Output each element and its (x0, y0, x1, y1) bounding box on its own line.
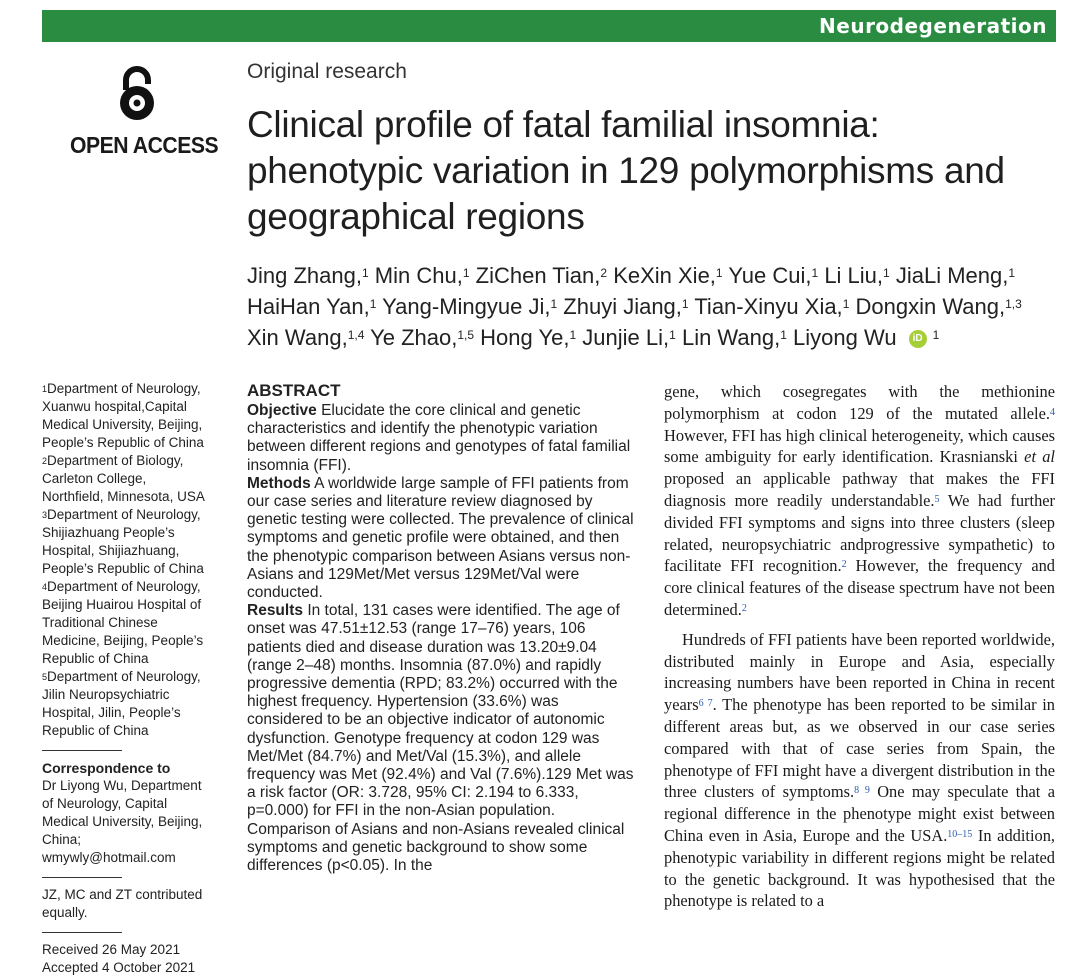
author-name: Zhuyi Jiang, (563, 294, 682, 319)
author-affiliation-marker: 1 (462, 266, 470, 280)
affiliation (42, 506, 207, 578)
author-name: Yue Cui, (728, 263, 812, 288)
affiliation-text: Department of Neurology, Beijing Huairou Hospital of Traditional Chinese Medicine, Beijing, People’s Republic of China (42, 579, 204, 666)
received-date: Received 26 May 2021 (42, 942, 181, 957)
author-affiliation-marker: 1 (361, 266, 369, 280)
author-name: Min Chu, (374, 263, 463, 288)
open-access-icon (108, 66, 166, 124)
author-name: JiaLi Meng, (895, 263, 1009, 288)
affiliation (42, 452, 207, 506)
results-text: In total, 131 cases were identified. The age of onset was 47.51±12.53 (range 17–76) years, 106 patients died and disease duration was 13.20±9.04 (range 2–48) months. Insomnia (87.0%) and rapidly progressive dementia (RPD; 83.2%) occurred with the highest frequency. Hypertension (33.6%) was considered to be an objective indicator of autonomic dysfunction. Genotype frequency at codon 129 was Met/Met (84.7%) and Met/Val (15.3%), and allele frequency was Met (92.4%) and Val (7.6%).129 Met was a risk factor (OR: 3.728, 95% CI: 2.194 to 6.333, p=0.000) for FFI in the non-Asian population. Comparison of Asians and non-Asians revealed clinical symptoms and genetic background to show some differences (p<0.05). In the (247, 602, 634, 875)
author-affiliation-marker: 1 (681, 297, 689, 311)
author-name: Jing Zhang, (247, 263, 362, 288)
text-run: . The phenotype has been reported to be similar in different areas but, as we observed in our case series compared with that of case series from Spain, the phenotype of FFI might have a divergent distribution in the three clusters of symptoms. (664, 695, 1056, 802)
methods-text: A worldwide large sample of FFI patients from our case series and literature review diagnosed by genetic testing were collected. The prevalence of clinical symptoms and genetic profile were obtained, and then the phenotypic comparison between Asians versus non-Asians and 129Met/Met versus 129Met/Val were conducted. (247, 474, 634, 602)
divider (42, 877, 122, 878)
article-type: Original research (247, 60, 407, 83)
objective-label: Objective (247, 402, 317, 419)
author-affiliation-marker: 1 (550, 297, 558, 311)
reference-link[interactable]: 2 (741, 602, 747, 614)
author-name: Junjie Li, (582, 325, 670, 350)
author-name: Dongxin Wang, (855, 294, 1006, 319)
contribution-note: JZ, MC and ZT contributed equally. (42, 887, 203, 920)
author-affiliation-marker: 1,4 (347, 328, 365, 342)
text-run: However, the frequency and core clinical features of the disease spectrum have not been determined. (664, 556, 1055, 619)
author-name: ZiChen Tian, (475, 263, 601, 288)
text-run: We had further divided FFI symptoms and signs into three clusters (sleep related, neuropsychiatric andprogressive sympathetic) to facilitate FFI recognition. (664, 490, 1055, 576)
author-affiliation-marker: 1 (369, 297, 377, 311)
author-affiliation-marker: 1,5 (457, 328, 475, 342)
reference-link[interactable]: 6 7 (698, 698, 713, 710)
objective-text: Elucidate the core clinical and genetic characteristics and identify the phenotypic variation between different regions and genotypes of fatal familial insomnia (FFI). (247, 402, 631, 474)
author-name: Yang-Mingyue Ji, (382, 294, 551, 319)
methods-label: Methods (247, 474, 311, 492)
text-run: et al (1024, 447, 1055, 467)
author-list (247, 260, 1047, 353)
author-affiliation-marker: 1 (883, 266, 890, 280)
divider (42, 750, 122, 751)
affiliation-number: 5 (42, 672, 48, 682)
affiliation-number: 4 (42, 582, 48, 592)
affiliation (42, 578, 207, 668)
affiliation-number: 1 (42, 384, 48, 394)
author-name: Hong Ye, (480, 325, 570, 350)
results-label: Results (247, 602, 303, 620)
correspondence-text: Dr Liyong Wu, Department of Neurology, Capital Medical University, Beijing, China; wmywly@hotmail.com (42, 778, 203, 865)
reference-link[interactable]: 8 9 (854, 785, 870, 797)
author-name: HaiHan Yan, (247, 294, 370, 319)
author-affiliation-marker: 1 (1008, 266, 1016, 280)
abstract-objective (247, 402, 635, 475)
author-affiliation-marker: 1 (842, 297, 850, 311)
author-affiliation-marker: 2 (600, 266, 608, 280)
text-run: Hundreds of FFI patients have been reported worldwide, distributed mainly in Europe and Asia, especially increasing numbers have been reported in China in recent years (664, 629, 1055, 715)
paragraph (664, 629, 1055, 912)
author-name: Li Liu, (824, 263, 884, 288)
abstract (247, 380, 635, 875)
open-access-label: OPEN ACCESS (70, 132, 219, 158)
article-title: Clinical profile of fatal familial insomnia: phenotypic variation in 129 polymorphisms and geographical regions (247, 104, 1005, 237)
abstract-methods (247, 475, 635, 602)
correspondence-heading: Correspondence to (42, 760, 171, 776)
author-name: Liyong Wu (793, 325, 897, 350)
divider (42, 932, 122, 933)
affiliation (42, 380, 207, 452)
affiliation-list (42, 380, 207, 740)
affiliation-number: 2 (42, 456, 48, 466)
sidebar (42, 380, 207, 977)
reference-link[interactable]: 10–15 (947, 828, 973, 840)
author-affiliation-marker: 1 (715, 266, 723, 280)
author-name: Lin Wang, (681, 325, 781, 350)
affiliation-number: 3 (42, 510, 48, 520)
accepted-date: Accepted 4 October 2021 (42, 960, 196, 975)
text-run: In addition, phenotypic variability in different regions might be related to the genetic background. It was hypothesised that the phenotype is related to a (664, 825, 1055, 911)
author-affiliation-marker: 1,3 (1005, 297, 1022, 311)
affiliation-text: Department of Biology, Carleton College, Northfield, Minnesota, USA (42, 453, 205, 504)
author-name: KeXin Xie, (613, 263, 716, 288)
author-affiliation-marker: 1 (569, 328, 577, 342)
reference-link[interactable]: 2 (841, 559, 847, 571)
abstract-results (247, 602, 635, 875)
author-affiliation-marker: 1 (669, 328, 676, 342)
text-run: One may speculate that a regional difference in the phenotype might exist between China even in Asia, Europe and the USA. (664, 782, 1055, 845)
body-text (664, 381, 1055, 912)
abstract-heading: ABSTRACT (247, 381, 341, 400)
author-affiliation-marker: 1 (780, 328, 787, 342)
orcid-icon[interactable]: iD (909, 330, 927, 348)
text-run: gene, which cosegregates with the methionine polymorphism at codon 129 of the mutated allele. (664, 382, 1055, 423)
affiliation-text: Department of Neurology, Xuanwu hospital,Capital Medical University, Beijing, People’s Republic of China (42, 381, 204, 450)
section-banner (42, 10, 1056, 42)
reference-link[interactable]: 5 (934, 493, 940, 505)
author-affiliation-marker: 1 (932, 328, 940, 342)
affiliation (42, 668, 207, 740)
section-label: Neurodegeneration (819, 14, 1047, 38)
affiliation-text: Department of Neurology, Shijiazhuang People’s Hospital, Shijiazhuang, People’s Republic of China (42, 507, 204, 576)
text-run: However, FFI has high clinical heterogeneity, which causes some ambiguity for early identification. Krasnianski (664, 425, 1055, 467)
author-affiliation-marker: 1 (811, 266, 819, 280)
author-name: Ye Zhao, (370, 325, 458, 350)
reference-link[interactable]: 4 (1050, 406, 1055, 418)
author-name: Xin Wang, (247, 325, 348, 350)
paragraph (664, 381, 1055, 621)
affiliation-text: Department of Neurology, Jilin Neuropsychiatric Hospital, Jilin, People’s Republic of China (42, 669, 201, 738)
text-run: proposed an applicable pathway that makes the FFI diagnosis more readily understandable. (664, 469, 1055, 510)
author-name: Tian-Xinyu Xia, (694, 294, 843, 319)
